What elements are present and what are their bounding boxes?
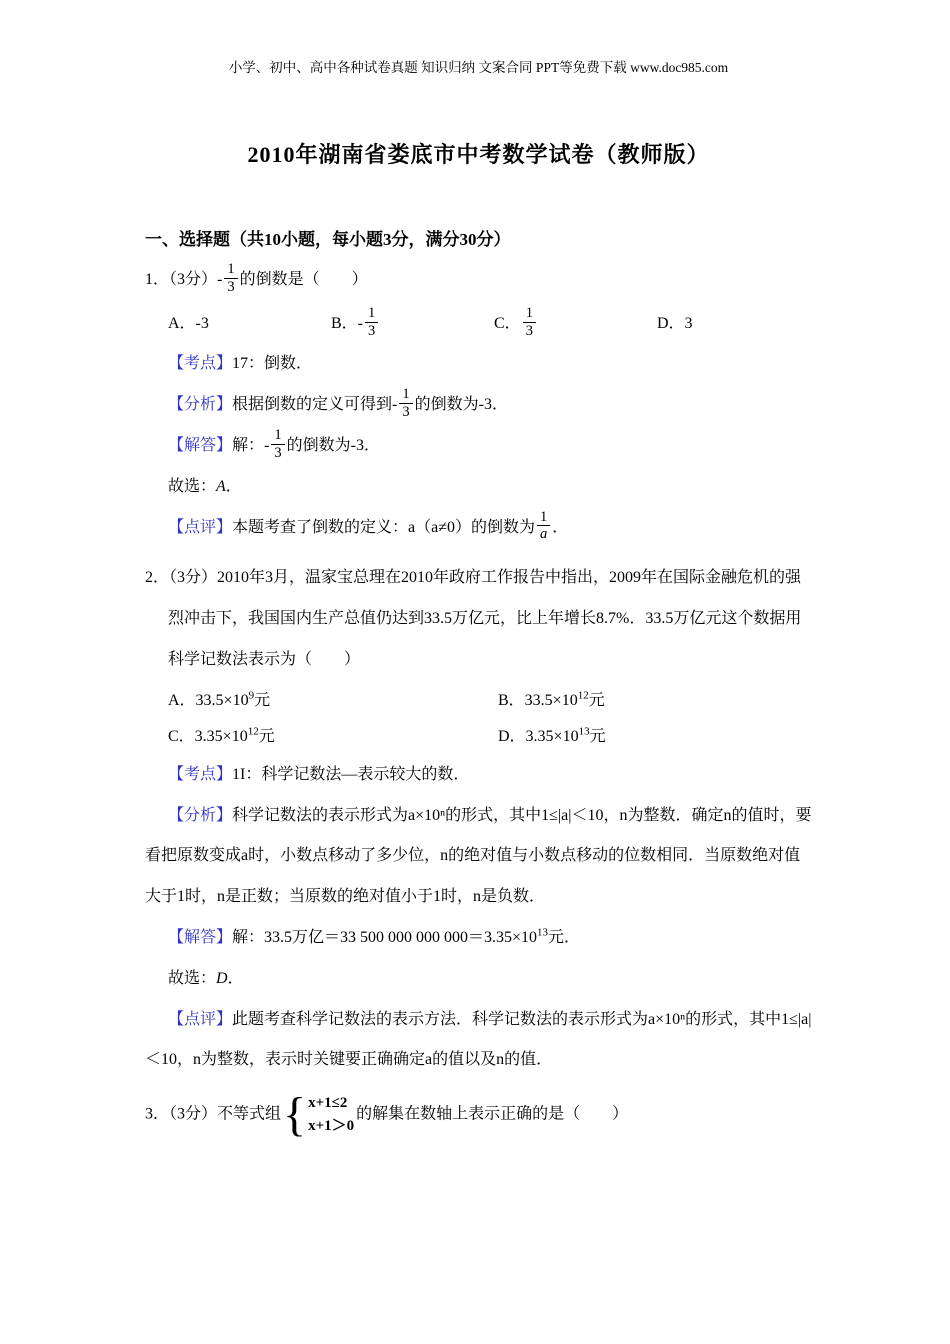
fraction-numerator: 1 [399,386,412,404]
kaodian-label: 【考点】 [168,355,233,373]
q2-option-a [168,683,498,719]
q1-option-a: A．-3 [168,314,209,332]
q2-jieda-post: 元． [548,928,581,946]
q2-option-c [168,719,498,755]
fraction-denominator: 3 [227,278,235,295]
q2-option-a-exponent: 9 [248,689,255,702]
q1-stem-post: 的倒数是（ ） [239,271,368,288]
fraction-denominator: a [540,526,548,543]
q1-option-d: D．3 [657,314,693,332]
q1-jieda-line [145,426,812,467]
question-3 [145,1088,812,1142]
q3-stem-pre: 3．（3分）不等式组 [145,1105,282,1123]
q1-dianping-line [145,508,812,549]
q1-kaodian-text: 17：倒数． [232,355,313,373]
fraction-numerator: 1 [365,305,378,323]
q2-jieda-pre: 解：33.5万亿＝33 500 000 000 000＝3.35×10 [232,928,538,946]
q2-option-b-unit: 元 [588,691,605,709]
q1-answer-letter: A [216,477,226,495]
q1-answer-line [145,467,812,508]
site-header-text: 小学、初中、高中各种试卷真题 知识归纳 文案合同 PPT等免费下载 www.doc985.com [228,60,729,75]
q2-stem: 2．（3分）2010年3月，温家宝总理在2010年政府工作报告中指出，2009年在国际金融危机的强烈冲击下，我国国内生产总值仍达到33.5万亿元，比上年增长8.7%．33.5万亿元这个数据用科学记数法表示为（ ） [145,569,802,668]
fenxi-label: 【分析】 [168,396,233,414]
q1-option-b [331,303,494,345]
fraction-one-third [399,386,412,420]
fenxi-label: 【分析】 [168,806,233,824]
q1-answer-post: ． [225,477,242,495]
q2-option-b-exponent: 12 [577,689,589,702]
system-lines [308,1092,354,1139]
jieda-label: 【解答】 [168,928,233,946]
question-1 [145,260,812,548]
q1-option-c-text: C． [494,314,521,332]
q2-jieda-line [145,918,812,959]
q1-option-b-text: B．- [331,314,364,332]
q1-answer-pre: 故选： [168,477,217,495]
q2-fenxi-line [145,796,812,918]
q2-option-c-exponent: 12 [247,725,259,738]
q2-dianping-line [145,1000,812,1082]
q2-option-d [498,719,812,755]
q1-stem [145,260,812,301]
q1-dianping-post: ． [552,518,569,536]
q1-fenxi-pre: 根据倒数的定义可得到- [232,396,398,414]
site-header [145,56,812,76]
fraction-one-third [365,305,378,339]
fraction-denominator: 3 [525,322,533,339]
q2-option-d-base: D．3.35×10 [498,727,579,745]
q2-option-a-base: A．33.5×10 [168,691,249,709]
system-line-1: x+1≤2 [308,1094,348,1111]
system-line-2: x+1＞0 [308,1118,355,1135]
q2-kaodian-text: 1I：科学记数法—表示较大的数． [232,765,470,783]
inequality-system [283,1088,355,1142]
fraction-numerator: 1 [523,305,536,323]
fraction-one-third [224,261,237,295]
q1-fenxi-line [145,385,812,426]
jieda-label: 【解答】 [168,436,233,454]
q2-option-c-base: C．3.35×10 [168,727,248,745]
q1-options [168,303,812,345]
q2-jieda-exponent: 13 [537,926,549,939]
q2-option-d-unit: 元 [589,727,606,745]
fraction-one-third [523,305,536,339]
dianping-label: 【点评】 [168,518,233,536]
fraction-numerator: 1 [271,427,284,445]
q3-stem-post: 的解集在数轴上表示正确的是（ ） [356,1105,629,1123]
doc-title: 2010年湖南省娄底市中考数学试卷（教师版） [247,142,710,167]
section-heading: 一、选择题（共10小题，每小题3分，满分30分） [145,230,511,249]
q2-option-c-unit: 元 [258,727,275,745]
q2-answer-line [145,959,812,1000]
q1-dianping-pre: 本题考查了倒数的定义：a（a≠0）的倒数为 [232,518,536,536]
q1-kaodian-line [145,344,812,385]
fraction-one-third [271,427,284,461]
fraction-denominator: 3 [402,404,410,421]
q2-answer-post: ． [227,969,244,987]
q2-option-b [498,683,812,719]
q2-fenxi-text: 科学记数法的表示形式为a×10ⁿ的形式，其中1≤|a|＜10，n为整数．确定n的值时，要看把原数变成a时，小数点移动了多少位，n的绝对值与小数点移动的位数相同．当原数绝对值大于1时，n是正数；当原数的绝对值小于1时，n是负数． [145,806,812,906]
q1-stem-pre: 1．（3分）- [145,271,223,288]
fraction-denominator: 3 [274,444,282,461]
question-2 [145,558,812,1081]
q1-jieda-post: 的倒数为-3． [286,436,380,454]
q2-option-a-unit: 元 [254,691,271,709]
left-brace: { [283,1088,307,1142]
q2-options [168,683,812,755]
q1-jieda-pre: 解：- [232,436,270,454]
q2-option-b-base: B．33.5×10 [498,691,578,709]
q1-fenxi-post: 的倒数为-3． [414,396,508,414]
q2-option-d-exponent: 13 [578,725,590,738]
dianping-label: 【点评】 [168,1010,233,1028]
fraction-denominator: 3 [368,322,376,339]
fraction-one-over-a [537,509,550,543]
q3-stem [145,1088,812,1142]
fraction-numerator: 1 [224,261,237,279]
q2-answer-pre: 故选： [168,969,217,987]
q1-option-c [494,303,657,345]
q2-dianping-text: 此题考查科学记数法的表示方法．科学记数法的表示形式为a×10ⁿ的形式，其中1≤|a|＜10，n为整数，表示时关键要正确确定a的值以及n的值． [145,1010,812,1069]
kaodian-label: 【考点】 [168,765,233,783]
q2-kaodian-line [145,755,812,796]
q2-answer-letter: D [216,969,228,987]
fraction-numerator: 1 [537,509,550,527]
